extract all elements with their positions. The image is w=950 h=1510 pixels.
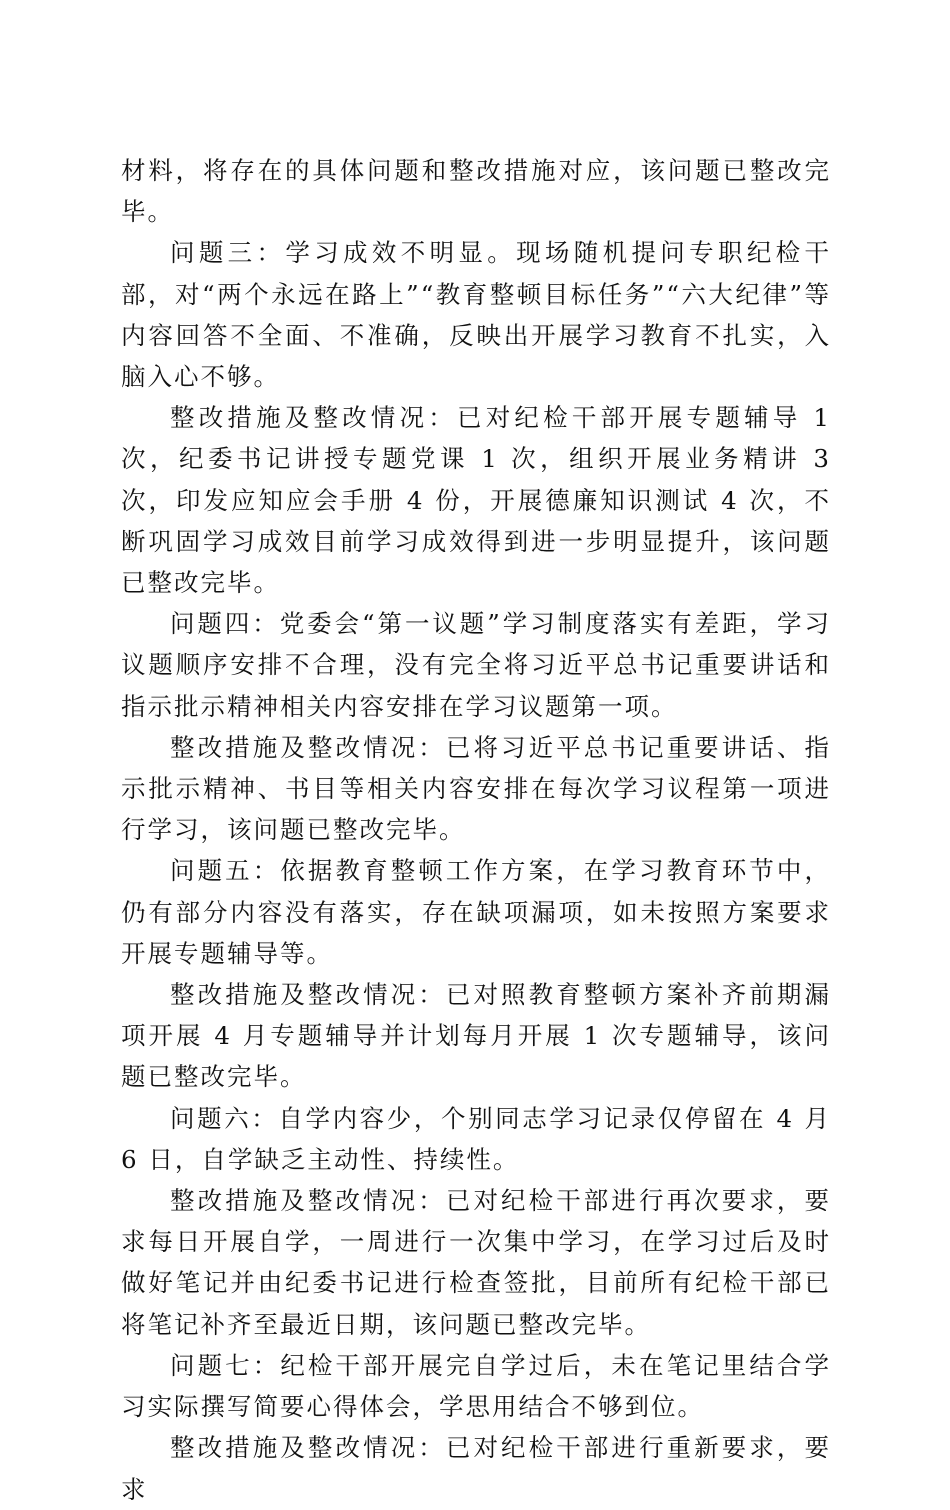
paragraph-rectification-three: 整改措施及整改情况：已对纪检干部开展专题辅导 1 次，纪委书记讲授专题党课 1 次，组织开展业务精讲 3 次，印发应知应会手册 4 份，开展德廉知识测试 4 次，不断巩固学习成效目前学习成效得到进一步明显提升，该问题已整改完毕。	[121, 403, 831, 598]
paragraph-problem-four: 问题四：党委会“第一议题”学习制度落实有差距，学习议题顺序安排不合理，没有完全将习近平总书记重要讲话和指示批示精神相关内容安排在学习议题第一项。	[121, 609, 831, 721]
paragraph-problem-six: 问题六：自学内容少，个别同志学习记录仅停留在 4 月 6 日，自学缺乏主动性、持续性。	[121, 1103, 831, 1174]
paragraph-rectification-four: 整改措施及整改情况：已将习近平总书记重要讲话、指示批示精神、书目等相关内容安排在每次学习议程第一项进行学习，该问题已整改完毕。	[121, 732, 831, 845]
paragraph-problem-seven: 问题七：纪检干部开展完自学过后，未在笔记里结合学习实际撰写简要心得体会，学思用结合不够到位。	[121, 1350, 831, 1422]
document-body	[121, 150, 831, 1510]
paragraph-rectification-six: 整改措施及整改情况：已对纪检干部进行再次要求，要求每日开展自学，一周进行一次集中学习，在学习过后及时做好笔记并由纪委书记进行检查签批，目前所有纪检干部已将笔记补齐至最近日期，该问题已整改完毕。	[121, 1186, 831, 1339]
paragraph-rectification-seven: 整改措施及整改情况：已对纪检干部进行重新要求，要求	[121, 1433, 831, 1504]
paragraph-rectification-five: 整改措施及整改情况：已对照教育整顿方案补齐前期漏项开展 4 月专题辅导并计划每月开展 1 次专题辅导，该问题已整改完毕。	[121, 980, 831, 1092]
paragraph-continuation: 材料，将存在的具体问题和整改措施对应，该问题已整改完毕。	[121, 156, 831, 227]
paragraph-problem-five: 问题五：依据教育整顿工作方案，在学习教育环节中，仍有部分内容没有落实，存在缺项漏项，如未按照方案要求开展专题辅导等。	[121, 856, 831, 968]
paragraph-problem-three: 问题三：学习成效不明显。现场随机提问专职纪检干部，对“两个永远在路上”“教育整顿目标任务”“六大纪律”等内容回答不全面、不准确，反映出开展学习教育不扎实，入脑入心不够。	[121, 238, 831, 392]
